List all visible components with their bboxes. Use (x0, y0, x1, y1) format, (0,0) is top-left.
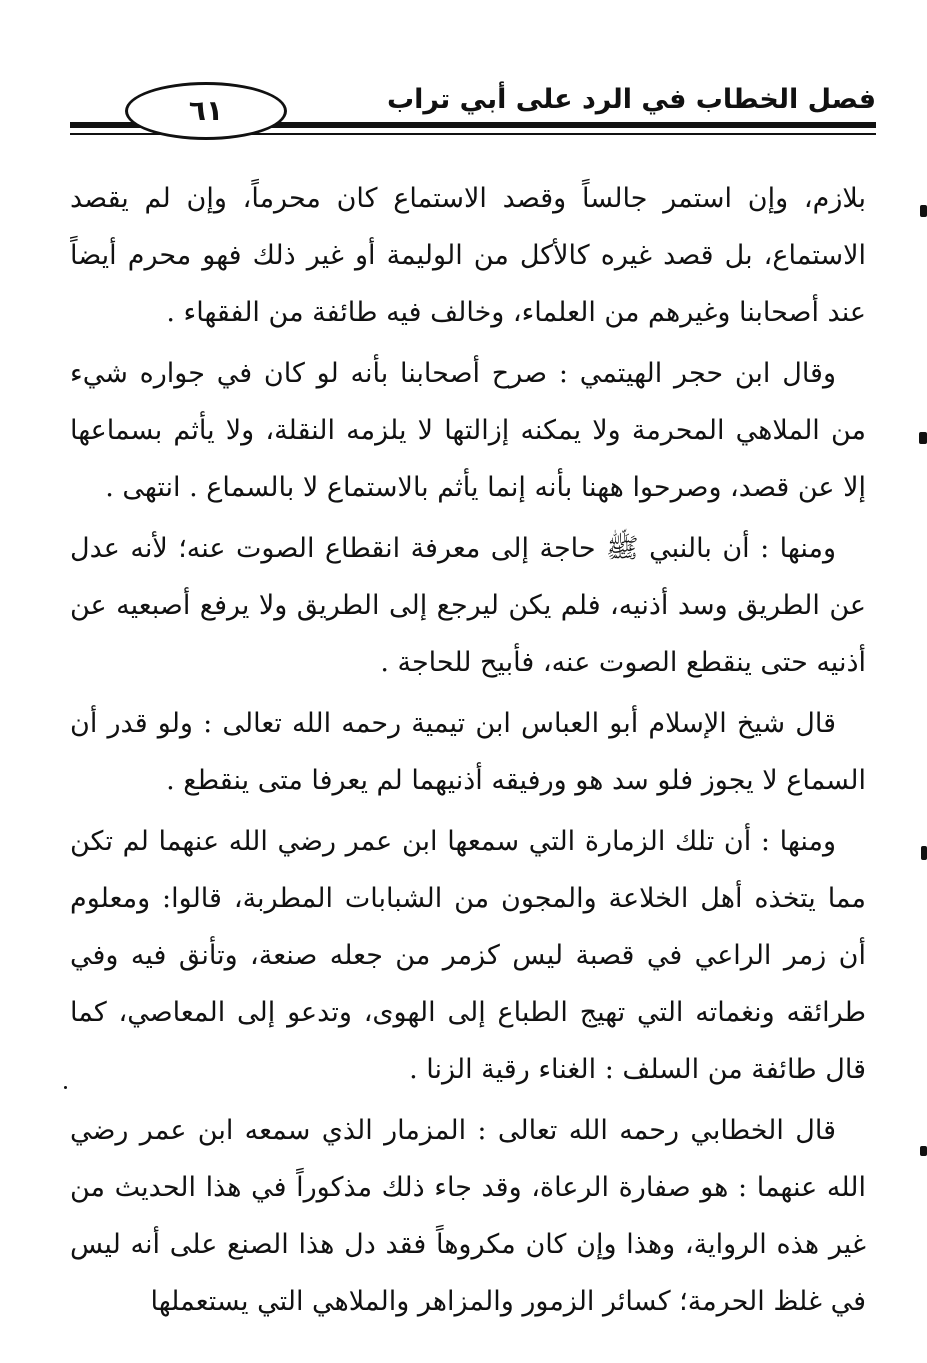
paragraph: ومنها : أن تلك الزمارة التي سمعها ابن عمر رضي الله عنهما لم تكن مما يتخذه أهل الخلاعة والمجون من الشبابات المطربة، قالوا: ومعلوم أن زمر الراعي في قصبة ليس كزمر من جعله صنعة، وتأنق فيه وفي طرائقه ونغماته التي تهيج الطباع إلى الهوى، وتدعو إلى المعاصي، كما قال طائفة من السلف : الغناء رقية الزنا . (70, 826, 866, 1085)
margin-mark (64, 1086, 67, 1089)
paragraph: بلازم، وإن استمر جالساً وقصد الاستماع كان محرماً، وإن لم يقصد الاستماع، بل قصد غيره كالأكل من الوليمة أو غير ذلك فهو محرم أيضاً عند أصحابنا وغيرهم من العلماء، وخالف فيه طائفة من الفقهاء . (70, 183, 866, 328)
margin-mark (921, 846, 927, 860)
paragraph: قال الخطابي رحمه الله تعالى : المزمار الذي سمعه ابن عمر رضي الله عنهما : هو صفارة الرعاة، وقد جاء ذلك مذكوراً في هذا الحديث من غير هذه الرواية، وهذا وإن كان مكروهاً فقد دل هذا الصنع على أنه ليس في غلظ الحرمة؛ كسائر الزمور والمزاهر والملاهي التي يستعملها (70, 1115, 866, 1317)
paragraph: ومنها : أن بالنبي ﷺ حاجة إلى معرفة انقطاع الصوت عنه؛ لأنه عدل عن الطريق وسد أذنيه، فلم يكن ليرجع إلى الطريق ولا يرفع أصبعيه عن أذنيه حتى ينقطع الصوت عنه، فأبيح للحاجة . (70, 533, 866, 678)
paragraph: قال شيخ الإسلام أبو العباس ابن تيمية رحمه الله تعالى : ولو قدر أن السماع لا يجوز فلو سد هو ورفيقه أذنيهما لم يعرفا متى ينقطع . (70, 708, 866, 796)
margin-mark (920, 205, 927, 217)
running-title: فصل الخطاب في الرد على أبي تراب (386, 84, 876, 115)
margin-mark (920, 1146, 927, 1156)
page-number-oval (125, 82, 287, 140)
margin-mark (919, 432, 927, 444)
paragraph: وقال ابن حجر الهيتمي : صرح أصحابنا بأنه لو كان في جواره شيء من الملاهي المحرمة ولا يمكنه إزالتها لا يلزمه النقلة، ولا يأثم بسماعها إلا عن قصد، وصرحوا ههنا بأنه إنما يأثم بالاستماع لا بالسماع . انتهى . (70, 358, 866, 503)
page-body (70, 170, 866, 1350)
page-header (70, 60, 876, 150)
page-number: ٦١ (188, 94, 224, 127)
